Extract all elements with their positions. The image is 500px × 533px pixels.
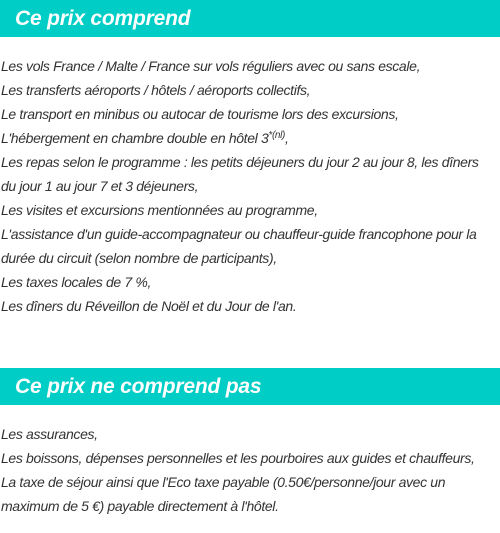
list-item: Les repas selon le programme : les petits déjeuners du jour 2 au jour 8, les dîners du jour 1 au jour 7 et 3 déjeuners, [1,154,479,194]
list-item: L'assistance d'un guide-accompagnateur ou chauffeur-guide francophone pour la durée du circuit (selon nombre de participants), [1,226,477,266]
price-includes-title: Ce prix comprend [15,7,191,30]
price-includes-list [0,37,500,318]
price-excludes-header [0,368,500,405]
list-item: Les assurances, [1,426,98,442]
list-item: Les transferts aéroports / hôtels / aéroports collectifs, [1,82,311,98]
hotel-superscript: *(nl) [268,130,285,141]
list-item: Les vols France / Malte / France sur vols réguliers avec ou sans escale, [1,58,421,74]
list-item: Les dîners du Réveillon de Noël et du Jour de l'an. [1,298,297,314]
list-item: Les taxes locales de 7 %, [1,274,152,290]
list-item: Les visites et excursions mentionnées au programme, [1,202,318,218]
list-item: Le transport en minibus ou autocar de tourisme lors des excursions, [1,106,399,122]
list-item-hotel [1,126,494,150]
list-item: Les boissons, dépenses personnelles et les pourboires aux guides et chauffeurs, [1,450,475,466]
price-includes-header [0,0,500,37]
hotel-text: L'hébergement en chambre double en hôtel 3 [1,130,269,146]
price-excludes-title: Ce prix ne comprend pas [15,375,262,398]
price-excludes-section [0,368,500,518]
hotel-suffix: , [285,130,289,146]
price-excludes-list [0,405,500,518]
list-item: La taxe de séjour ainsi que l'Eco taxe payable (0.50€/personne/jour avec un maximum de 5 €) payable directement à l'hôtel. [1,474,446,514]
